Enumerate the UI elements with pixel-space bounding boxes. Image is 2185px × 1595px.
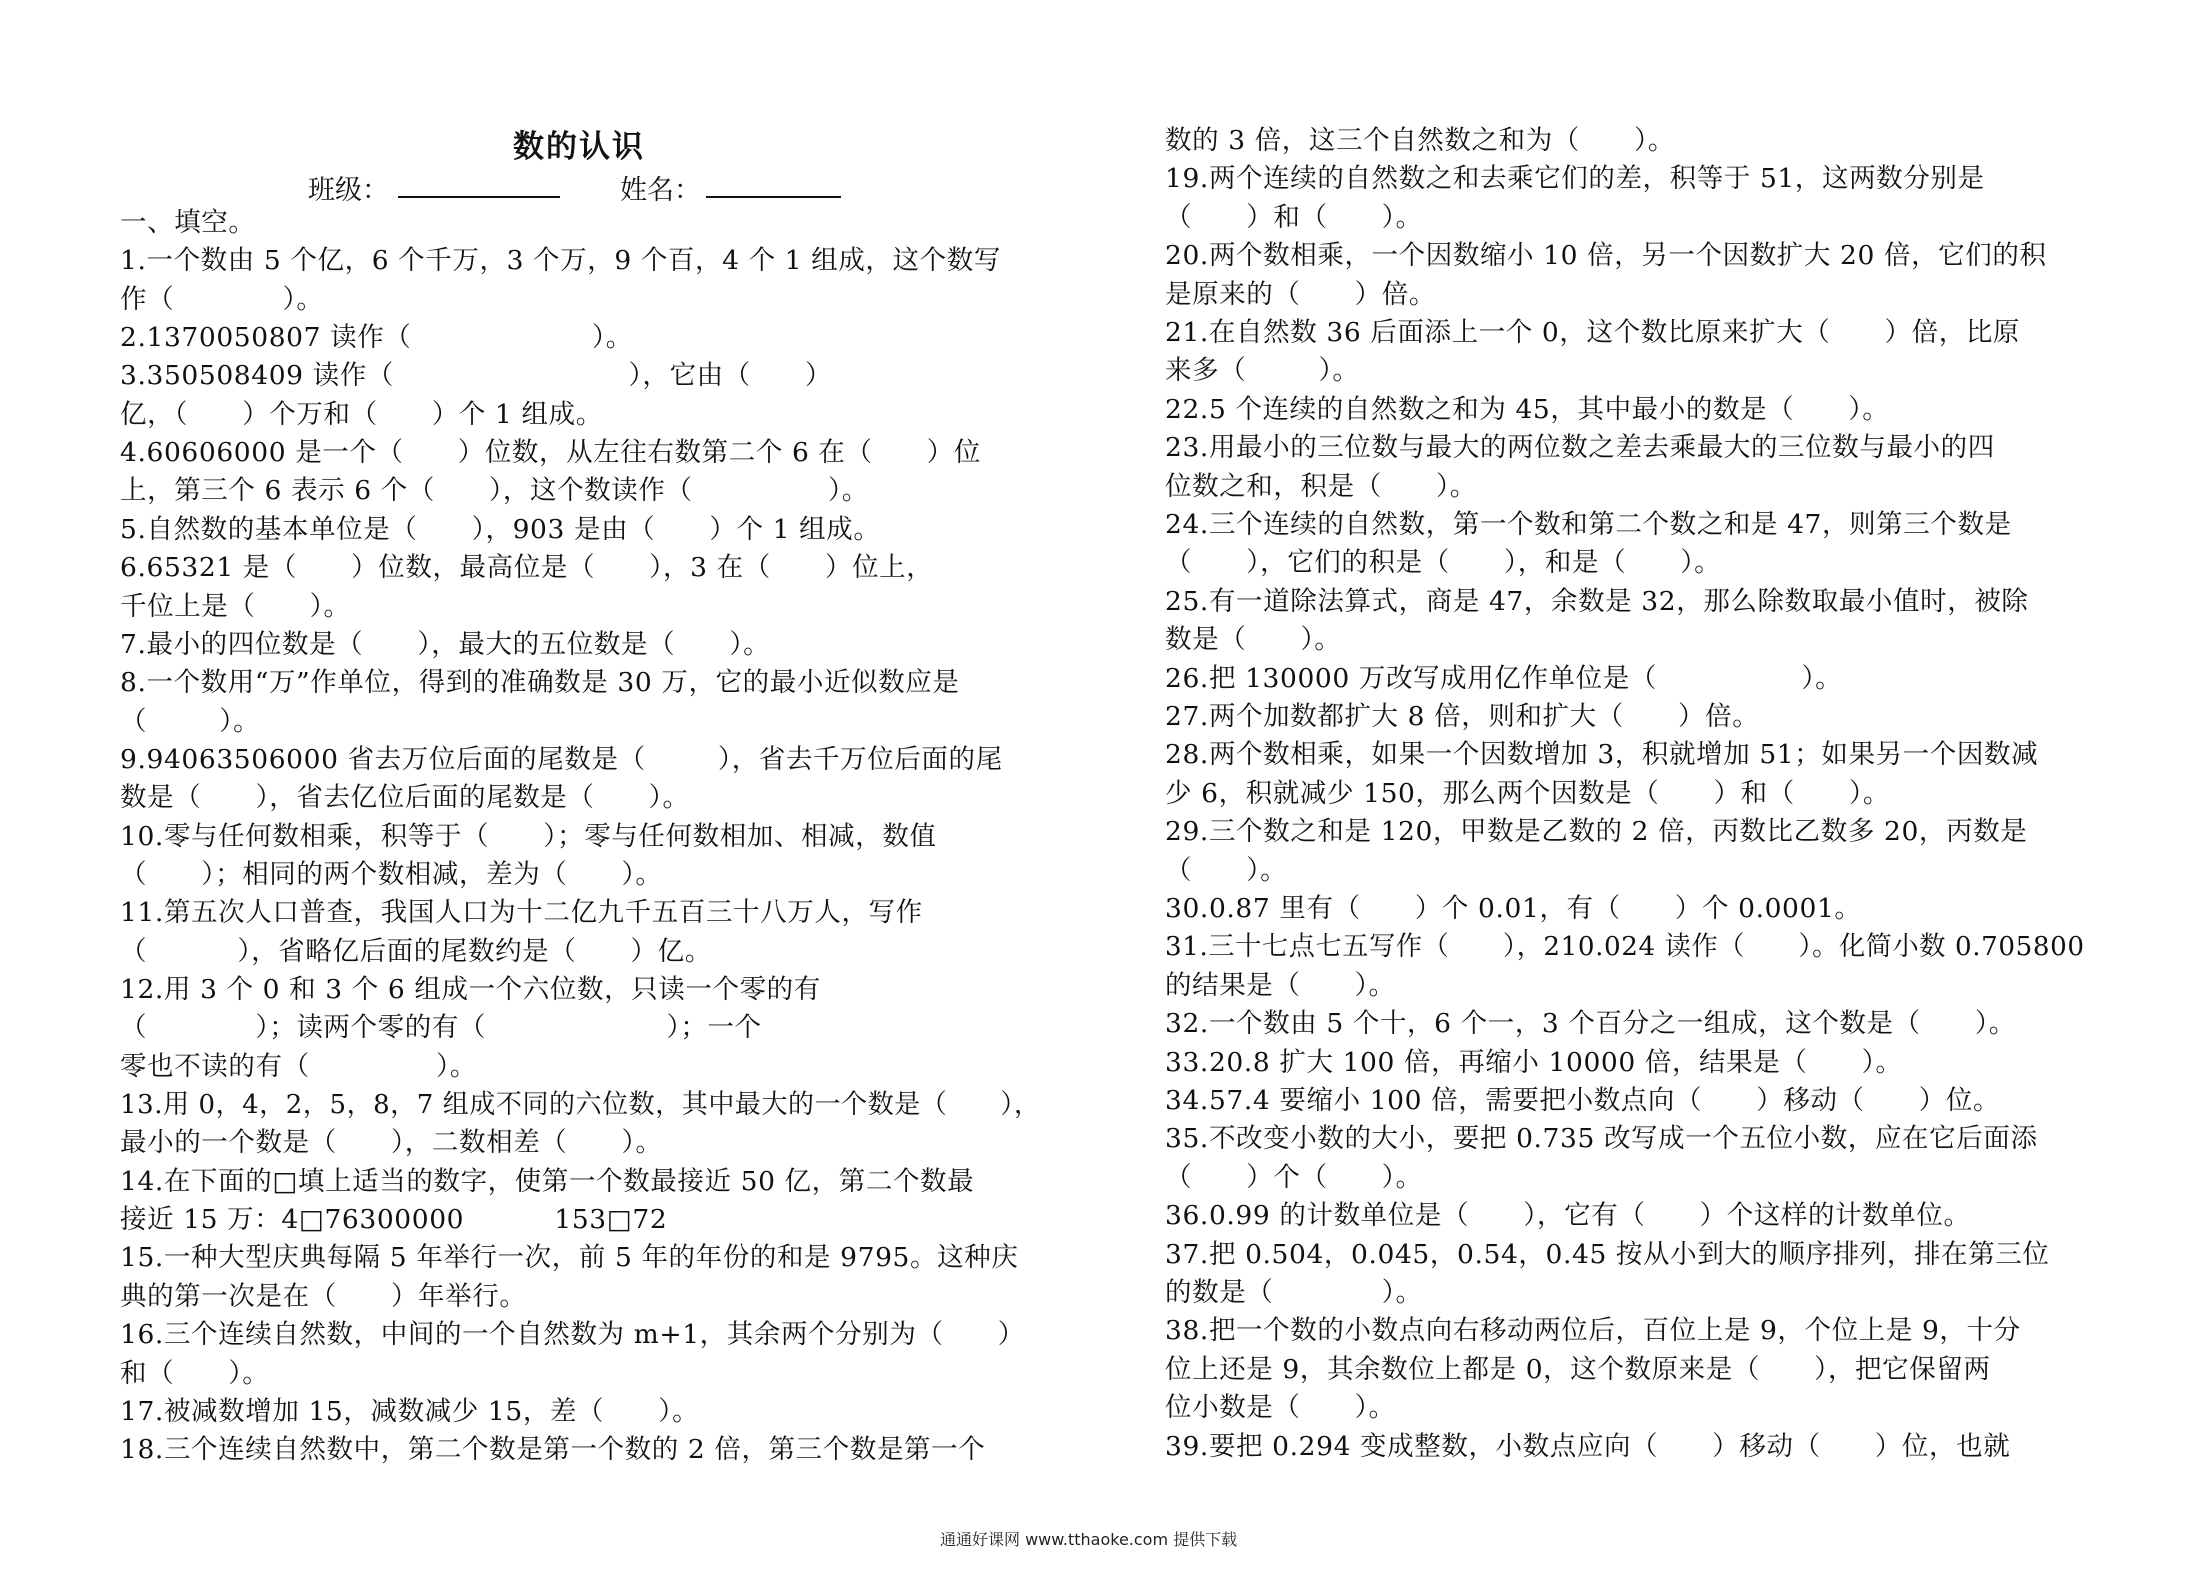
question-line: 14.在下面的□填上适当的数字，使第一个数最接近 50 亿，第二个数最 bbox=[120, 1165, 975, 1197]
question-line: 19.两个连续的自然数之和去乘它们的差，积等于 51，这两数分别是 bbox=[1165, 163, 1985, 195]
question-line: 一、填空。 bbox=[120, 207, 256, 238]
question-line: 23.用最小的三位数与最大的两位数之差去乘最大的三位数与最小的四 bbox=[1165, 432, 1995, 464]
question-line: 来多（ ）。 bbox=[1165, 355, 1360, 387]
name-blank bbox=[706, 196, 841, 198]
question-line: 上，第三个 6 表示 6 个（ ），这个数读作（ ）。 bbox=[120, 475, 869, 507]
question-line: 零也不读的有（ ）。 bbox=[120, 1050, 477, 1082]
question-line: 18.三个连续自然数中，第二个数是第一个数的 2 倍，第三个数是第一个 bbox=[120, 1434, 986, 1466]
question-line: 的数是（ ）。 bbox=[1165, 1277, 1423, 1308]
question-line: 接近 15 万：4□76300000 153□72 bbox=[120, 1204, 668, 1236]
question-line: 38.把一个数的小数点向右移动两位后，百位上是 9，个位上是 9，十分 bbox=[1165, 1315, 2021, 1347]
question-line: （ ）。 bbox=[1165, 854, 1288, 886]
question-line: 16.三个连续自然数，中间的一个自然数为 m+1，其余两个分别为（ ） bbox=[120, 1319, 1025, 1351]
question-line: 28.两个数相乘，如果一个因数增加 3，积就增加 51；如果另一个因数减 bbox=[1165, 739, 2039, 771]
question-line: 位小数是（ ）。 bbox=[1165, 1392, 1396, 1424]
question-line: （ ）。 bbox=[120, 705, 261, 737]
question-line: 35.不改变小数的大小，要把 0.735 改写成一个五位小数，应在它后面添 bbox=[1165, 1123, 2038, 1155]
question-line: 17.被减数增加 15，减数减少 15，差（ ）。 bbox=[120, 1395, 700, 1427]
question-line: （ ）；相同的两个数相减，差为（ ）。 bbox=[120, 858, 663, 890]
question-line: 4.60606000 是一个（ ）位数，从左往右数第二个 6 在（ ）位 bbox=[120, 437, 981, 469]
question-line: 最小的一个数是（ ），二数相差（ ）。 bbox=[120, 1127, 663, 1159]
question-line: （ ），它们的积是（ ），和是（ ）。 bbox=[1165, 547, 1722, 579]
footer-text: 通通好课网 www.tthaoke.com 提供下载 bbox=[940, 1530, 1238, 1549]
question-line: 1.一个数由 5 个亿，6 个千万，3 个万，9 个百，4 个 1 组成，这个数写 bbox=[120, 245, 1001, 277]
question-line: 27.两个加数都扩大 8 倍，则和扩大（ ）倍。 bbox=[1165, 701, 1760, 732]
question-line: 3.350508409 读作（ ），它由（ ） bbox=[120, 360, 833, 392]
question-line: 亿，（ ）个万和（ ）个 1 组成。 bbox=[120, 398, 603, 430]
question-line: 25.有一道除法算式，商是 47，余数是 32，那么除数取最小值时，被除 bbox=[1165, 585, 2029, 617]
question-line: 36.0.99 的计数单位是（ ），它有（ ）个这样的计数单位。 bbox=[1165, 1200, 1971, 1232]
question-line: （ ）；读两个零的有（ ）；一个 bbox=[120, 1012, 762, 1044]
question-line: 数是（ ）。 bbox=[1165, 624, 1342, 656]
question-line: 37.把 0.504，0.045，0.54，0.45 按从小到大的顺序排列，排在第三位 bbox=[1165, 1238, 2050, 1270]
question-line: 位上还是 9，其余数位上都是 0，这个数原来是（ ），把它保留两 bbox=[1165, 1353, 1991, 1385]
question-line: 数是（ ），省去亿位后面的尾数是（ ）。 bbox=[120, 782, 690, 814]
question-line: 29.三个数之和是 120，甲数是乙数的 2 倍，丙数比乙数多 20，丙数是 bbox=[1165, 816, 2028, 848]
class-blank bbox=[398, 196, 560, 198]
question-line: 和（ ）。 bbox=[120, 1357, 270, 1389]
page-title: 数的认识 bbox=[513, 129, 645, 165]
question-line: 位数之和，积是（ ）。 bbox=[1165, 470, 1477, 502]
question-line: 13.用 0，4，2，5，8，7 组成不同的六位数，其中最大的一个数是（ ）， bbox=[120, 1089, 1041, 1121]
question-line: 24.三个连续的自然数，第一个数和第二个数之和是 47，则第三个数是 bbox=[1165, 509, 2012, 540]
class-label: 班级： bbox=[308, 175, 389, 206]
question-line: 39.要把 0.294 变成整数，小数点应向（ ）移动（ ）位，也就 bbox=[1165, 1430, 2011, 1462]
question-line: 11.第五次人口普查，我国人口为十二亿九千五百三十八万人，写作 bbox=[120, 897, 923, 929]
question-line: 数的 3 倍，这三个自然数之和为（ ）。 bbox=[1165, 125, 1675, 156]
question-line: （ ）和（ ）。 bbox=[1165, 201, 1423, 233]
question-line: 31.三十七点七五写作（ ），210.024 读作（ ）。化简小数 0.705800 bbox=[1165, 931, 2085, 963]
question-line: 20.两个数相乘，一个因数缩小 10 倍，另一个因数扩大 20 倍，它们的积 bbox=[1165, 240, 2047, 272]
question-line: 26.把 130000 万改写成用亿作单位是（ ）。 bbox=[1165, 662, 1843, 694]
question-line: 15.一种大型庆典每隔 5 年举行一次，前 5 年的年份的和是 9795。这种庆 bbox=[120, 1242, 1019, 1274]
question-line: 千位上是（ ）。 bbox=[120, 590, 351, 622]
question-line: 少 6，积就减少 150，那么两个因数是（ ）和（ ）。 bbox=[1165, 777, 1890, 809]
question-line: 30.0.87 里有（ ）个 0.01，有（ ）个 0.0001。 bbox=[1165, 893, 1862, 924]
question-line: 34.57.4 要缩小 100 倍，需要把小数点向（ ）移动（ ）位。 bbox=[1165, 1085, 2001, 1116]
name-label: 姓名： bbox=[620, 175, 701, 206]
question-line: 的结果是（ ）。 bbox=[1165, 969, 1396, 1001]
question-line: 是原来的（ ）倍。 bbox=[1165, 278, 1436, 310]
question-line: 9.94063506000 省去万位后面的尾数是（ ），省去千万位后面的尾 bbox=[120, 743, 1003, 775]
question-line: 作（ ）。 bbox=[120, 283, 324, 315]
question-line: 5.自然数的基本单位是（ ），903 是由（ ）个 1 组成。 bbox=[120, 513, 881, 545]
question-line: （ ），省略亿后面的尾数约是（ ）亿。 bbox=[120, 935, 712, 967]
question-line: 7.最小的四位数是（ ），最大的五位数是（ ）。 bbox=[120, 628, 771, 660]
question-line: 33.20.8 扩大 100 倍，再缩小 10000 倍，结果是（ ）。 bbox=[1165, 1046, 1903, 1078]
question-line: 22.5 个连续的自然数之和为 45，其中最小的数是（ ）。 bbox=[1165, 393, 1890, 425]
question-line: 8.一个数用“万”作单位，得到的准确数是 30 万，它的最小近似数应是 bbox=[120, 667, 960, 699]
question-line: （ ）个（ ）。 bbox=[1165, 1161, 1423, 1193]
question-line: 6.65321 是（ ）位数，最高位是（ ），3 在（ ）位上， bbox=[120, 552, 934, 584]
question-line: 12.用 3 个 0 和 3 个 6 组成一个六位数，只读一个零的有 bbox=[120, 974, 821, 1005]
question-line: 2.1370050807 读作（ ）。 bbox=[120, 322, 633, 354]
question-line: 32.一个数由 5 个十，6 个一，3 个百分之一组成，这个数是（ ）。 bbox=[1165, 1008, 2016, 1040]
question-line: 21.在自然数 36 后面添上一个 0，这个数比原来扩大（ ）倍，比原 bbox=[1165, 317, 2021, 348]
question-line: 典的第一次是在（ ）年举行。 bbox=[120, 1280, 527, 1312]
question-line: 10.零与任何数相乘，积等于（ ）；零与任何数相加、相减，数值 bbox=[120, 820, 937, 852]
